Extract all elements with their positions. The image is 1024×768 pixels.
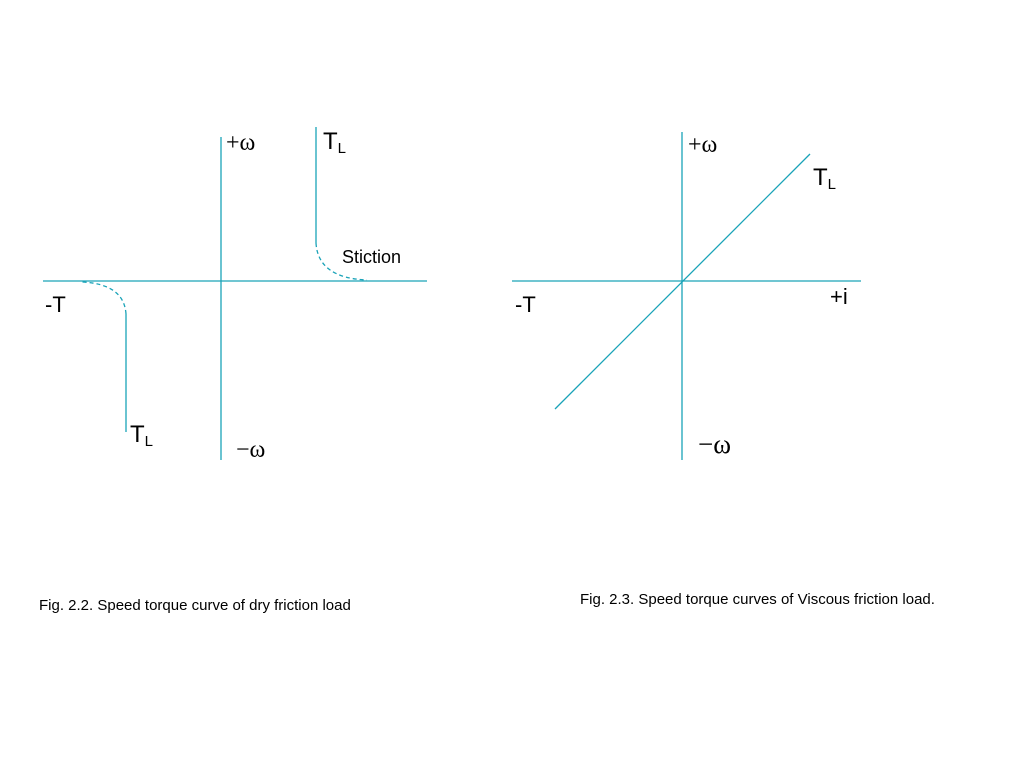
dry-tl-bottom-label [130, 423, 153, 449]
dry-tl-bottom-sub: L [144, 433, 154, 450]
dry-tl-top-label [323, 130, 346, 156]
viscous-tl-label [813, 166, 836, 192]
dry-minus-omega-label: −ω [236, 437, 266, 463]
dry-friction-figure [43, 127, 427, 463]
dry-figure-caption: Fig. 2.2. Speed torque curve of dry friction load [39, 597, 351, 614]
viscous-friction-figure [512, 132, 861, 460]
viscous-minus-t-label: -T [515, 292, 536, 317]
viscous-plus-omega-label: +ω [688, 132, 718, 158]
viscous-figure-caption: Fig. 2.3. Speed torque curves of Viscous friction load. [580, 591, 935, 608]
viscous-plus-t-label: +i [830, 284, 848, 309]
dry-tl-bottom-main: T [130, 421, 145, 448]
stiction-label: Stiction [342, 247, 402, 267]
dry-plus-omega-label: +ω [226, 130, 256, 156]
dry-lower-stiction-curve [82, 282, 126, 314]
dry-tl-top-main: T [323, 128, 338, 155]
dry-minus-t-label: -T [45, 292, 66, 317]
viscous-minus-omega-label: −ω [698, 429, 731, 459]
viscous-tl-sub: L [827, 176, 837, 193]
viscous-tl-main: T [813, 164, 828, 191]
dry-tl-top-sub: L [337, 140, 347, 157]
